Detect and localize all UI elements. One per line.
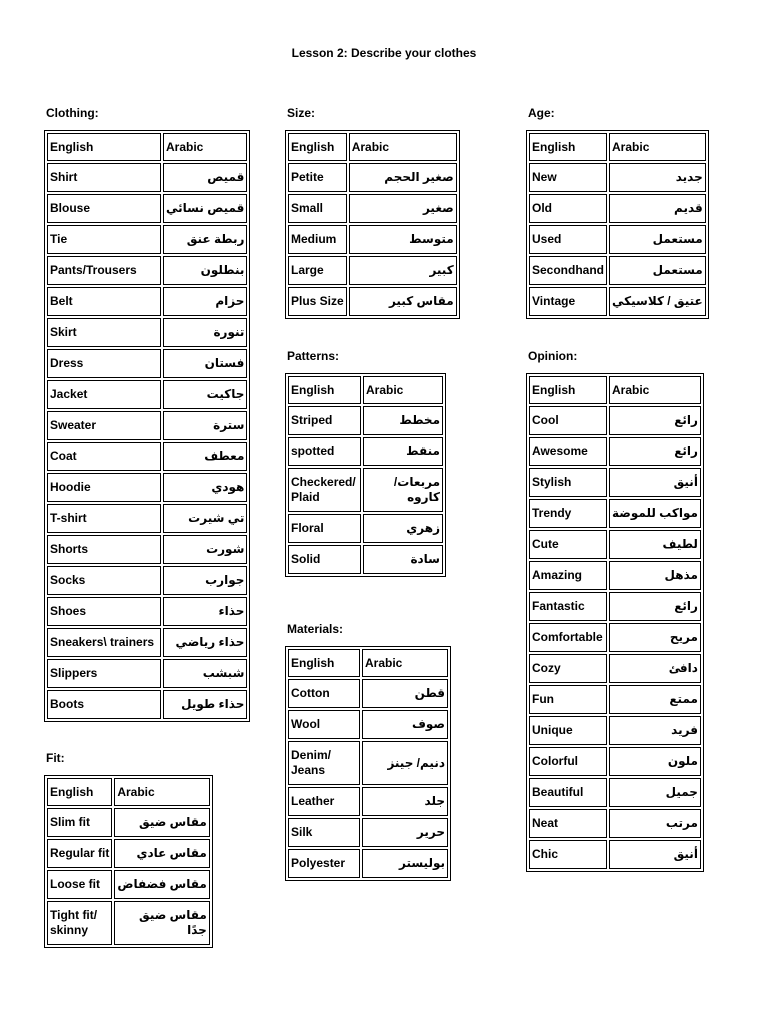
age-table — [526, 130, 709, 319]
english-word: Beautiful — [529, 778, 607, 807]
arabic-word: دنيم/ جينز — [362, 741, 448, 785]
arabic-word: تي شيرت — [163, 504, 247, 533]
arabic-word: جلد — [362, 787, 448, 816]
arabic-word: صوف — [362, 710, 448, 739]
section-heading: Age: — [528, 106, 555, 120]
table-row — [47, 194, 247, 223]
table-row — [529, 685, 701, 714]
table-row — [47, 808, 210, 837]
table-row — [47, 287, 247, 316]
table-row — [47, 163, 247, 192]
table-row — [288, 406, 443, 435]
table-row — [47, 870, 210, 899]
section-heading: Patterns: — [287, 349, 340, 363]
table-row — [529, 256, 706, 285]
fit-section — [46, 751, 213, 948]
english-word: Hoodie — [47, 473, 161, 502]
table-row — [47, 349, 247, 378]
table-row — [529, 840, 701, 869]
section-heading: Materials: — [287, 622, 344, 636]
table-row — [529, 592, 701, 621]
arabic-word: بوليستر — [362, 849, 448, 878]
clothing-table — [44, 130, 250, 722]
english-word: spotted — [288, 437, 361, 466]
table-row — [529, 778, 701, 807]
english-word: Comfortable — [529, 623, 607, 652]
english-word: Large — [288, 256, 347, 285]
arabic-word: مقاس عادي — [114, 839, 209, 868]
header-english: English — [288, 649, 360, 677]
table-row — [288, 710, 448, 739]
english-word: Loose fit — [47, 870, 112, 899]
header-english: English — [529, 133, 607, 161]
table-row — [47, 535, 247, 564]
arabic-word: كبير — [349, 256, 457, 285]
size-section — [287, 106, 460, 319]
english-word: Jacket — [47, 380, 161, 409]
arabic-word: ممتع — [609, 685, 701, 714]
arabic-word: جاكيت — [163, 380, 247, 409]
header-english: English — [529, 376, 607, 404]
table-row — [47, 690, 247, 719]
table-row — [529, 163, 706, 192]
arabic-word: حذاء رياضي — [163, 628, 247, 657]
table-row — [288, 287, 457, 316]
table-row — [288, 787, 448, 816]
table-row — [529, 654, 701, 683]
table-row — [288, 437, 443, 466]
english-word: Solid — [288, 545, 361, 574]
english-word: Cotton — [288, 679, 360, 708]
header-arabic: Arabic — [163, 133, 247, 161]
opinion-section — [528, 349, 704, 872]
table-header-row — [288, 376, 443, 404]
english-word: Polyester — [288, 849, 360, 878]
table-header-row — [47, 133, 247, 161]
arabic-word: عتيق / كلاسيكي — [609, 287, 706, 316]
age-section — [528, 106, 709, 319]
header-arabic: Arabic — [349, 133, 457, 161]
opinion-table — [526, 373, 704, 872]
english-word: Old — [529, 194, 607, 223]
arabic-word: مواكب للموضة — [609, 499, 701, 528]
table-row — [529, 225, 706, 254]
arabic-word: زهري — [363, 514, 443, 543]
arabic-word: حرير — [362, 818, 448, 847]
arabic-word: متوسط — [349, 225, 457, 254]
section-heading: Opinion: — [528, 349, 578, 363]
arabic-word: قطن — [362, 679, 448, 708]
english-word: New — [529, 163, 607, 192]
size-table — [285, 130, 460, 319]
arabic-word: تنورة — [163, 318, 247, 347]
english-word: Shorts — [47, 535, 161, 564]
arabic-word: مقاس فضفاض — [114, 870, 209, 899]
table-row — [529, 623, 701, 652]
arabic-word: مرتب — [609, 809, 701, 838]
arabic-word: لطيف — [609, 530, 701, 559]
arabic-word: أنيق — [609, 468, 701, 497]
arabic-word: أنيق — [609, 840, 701, 869]
arabic-word: سادة — [363, 545, 443, 574]
patterns-section — [287, 349, 446, 577]
english-word: Small — [288, 194, 347, 223]
english-word: Fun — [529, 685, 607, 714]
english-word: Sweater — [47, 411, 161, 440]
table-row — [47, 411, 247, 440]
arabic-word: مذهل — [609, 561, 701, 590]
header-english: English — [47, 778, 112, 806]
english-word: Cool — [529, 406, 607, 435]
table-row — [47, 901, 210, 945]
clothing-section — [46, 106, 250, 722]
english-word: Boots — [47, 690, 161, 719]
table-row — [47, 318, 247, 347]
arabic-word: مستعمل — [609, 225, 706, 254]
english-word: Denim/ Jeans — [288, 741, 360, 785]
english-word: Unique — [529, 716, 607, 745]
table-row — [288, 194, 457, 223]
table-row — [529, 194, 706, 223]
table-row — [529, 287, 706, 316]
english-word: Socks — [47, 566, 161, 595]
english-word: Coat — [47, 442, 161, 471]
table-row — [47, 380, 247, 409]
header-arabic: Arabic — [609, 376, 701, 404]
english-word: Colorful — [529, 747, 607, 776]
section-heading: Clothing: — [46, 106, 99, 120]
materials-section — [287, 622, 451, 881]
table-row — [529, 561, 701, 590]
english-word: Petite — [288, 163, 347, 192]
english-word: Trendy — [529, 499, 607, 528]
english-word: Cute — [529, 530, 607, 559]
arabic-word: مستعمل — [609, 256, 706, 285]
table-header-row — [529, 376, 701, 404]
table-row — [47, 659, 247, 688]
table-row — [47, 473, 247, 502]
arabic-word: جديد — [609, 163, 706, 192]
table-row — [288, 256, 457, 285]
arabic-word: هودي — [163, 473, 247, 502]
page-title: Lesson 2: Describe your clothes — [291, 46, 477, 60]
table-row — [47, 566, 247, 595]
table-row — [47, 225, 247, 254]
arabic-word: صغير — [349, 194, 457, 223]
english-word: Striped — [288, 406, 361, 435]
english-word: T-shirt — [47, 504, 161, 533]
fit-table — [44, 775, 213, 948]
table-row — [529, 716, 701, 745]
table-header-row — [529, 133, 706, 161]
header-arabic: Arabic — [362, 649, 448, 677]
arabic-word: رائع — [609, 592, 701, 621]
header-arabic: Arabic — [609, 133, 706, 161]
english-word: Medium — [288, 225, 347, 254]
header-english: English — [288, 133, 347, 161]
section-heading: Fit: — [46, 751, 65, 765]
header-arabic: Arabic — [114, 778, 209, 806]
arabic-word: قميص — [163, 163, 247, 192]
arabic-word: رائع — [609, 406, 701, 435]
english-word: Shoes — [47, 597, 161, 626]
arabic-word: مقاس ضيق جدًا — [114, 901, 209, 945]
english-word: Tie — [47, 225, 161, 254]
table-row — [47, 628, 247, 657]
table-header-row — [288, 133, 457, 161]
table-row — [47, 504, 247, 533]
arabic-word: مقاس ضيق — [114, 808, 209, 837]
table-row — [288, 679, 448, 708]
table-row — [288, 818, 448, 847]
english-word: Fantastic — [529, 592, 607, 621]
english-word: Neat — [529, 809, 607, 838]
english-word: Blouse — [47, 194, 161, 223]
english-word: Plus Size — [288, 287, 347, 316]
table-row — [529, 747, 701, 776]
table-row — [288, 225, 457, 254]
arabic-word: صغير الحجم — [349, 163, 457, 192]
english-word: Vintage — [529, 287, 607, 316]
table-row — [47, 442, 247, 471]
english-word: Wool — [288, 710, 360, 739]
arabic-word: قديم — [609, 194, 706, 223]
english-word: Amazing — [529, 561, 607, 590]
arabic-word: مريح — [609, 623, 701, 652]
arabic-word: شورت — [163, 535, 247, 564]
english-word: Silk — [288, 818, 360, 847]
arabic-word: سترة — [163, 411, 247, 440]
table-row — [529, 809, 701, 838]
arabic-word: جميل — [609, 778, 701, 807]
arabic-word: رائع — [609, 437, 701, 466]
arabic-word: شبشب — [163, 659, 247, 688]
arabic-word: حذاء طويل — [163, 690, 247, 719]
table-row — [529, 406, 701, 435]
english-word: Used — [529, 225, 607, 254]
english-word: Regular fit — [47, 839, 112, 868]
arabic-word: حزام — [163, 287, 247, 316]
english-word: Tight fit/ skinny — [47, 901, 112, 945]
table-row — [529, 468, 701, 497]
table-row — [288, 741, 448, 785]
header-english: English — [288, 376, 361, 404]
english-word: Secondhand — [529, 256, 607, 285]
arabic-word: دافئ — [609, 654, 701, 683]
table-row — [529, 437, 701, 466]
english-word: Cozy — [529, 654, 607, 683]
table-header-row — [47, 778, 210, 806]
patterns-table — [285, 373, 446, 577]
arabic-word: ملون — [609, 747, 701, 776]
table-row — [288, 163, 457, 192]
arabic-word: ربطة عنق — [163, 225, 247, 254]
table-row — [288, 468, 443, 512]
materials-table — [285, 646, 451, 881]
arabic-word: مقاس كبير — [349, 287, 457, 316]
english-word: Sneakers\ trainers — [47, 628, 161, 657]
english-word: Awesome — [529, 437, 607, 466]
arabic-word: مربعات/كاروه — [363, 468, 443, 512]
arabic-word: فستان — [163, 349, 247, 378]
english-word: Slippers — [47, 659, 161, 688]
arabic-word: بنطلون — [163, 256, 247, 285]
arabic-word: حذاء — [163, 597, 247, 626]
english-word: Dress — [47, 349, 161, 378]
table-row — [47, 256, 247, 285]
arabic-word: قميص نسائي — [163, 194, 247, 223]
english-word: Checkered/ Plaid — [288, 468, 361, 512]
english-word: Slim fit — [47, 808, 112, 837]
english-word: Floral — [288, 514, 361, 543]
table-row — [529, 499, 701, 528]
arabic-word: مخطط — [363, 406, 443, 435]
header-arabic: Arabic — [363, 376, 443, 404]
header-english: English — [47, 133, 161, 161]
arabic-word: فريد — [609, 716, 701, 745]
section-heading: Size: — [287, 106, 316, 120]
table-row — [288, 849, 448, 878]
arabic-word: منقط — [363, 437, 443, 466]
english-word: Shirt — [47, 163, 161, 192]
table-row — [47, 839, 210, 868]
arabic-word: جوارب — [163, 566, 247, 595]
english-word: Stylish — [529, 468, 607, 497]
english-word: Belt — [47, 287, 161, 316]
table-row — [529, 530, 701, 559]
table-row — [47, 597, 247, 626]
english-word: Pants/Trousers — [47, 256, 161, 285]
arabic-word: معطف — [163, 442, 247, 471]
english-word: Chic — [529, 840, 607, 869]
english-word: Skirt — [47, 318, 161, 347]
english-word: Leather — [288, 787, 360, 816]
table-header-row — [288, 649, 448, 677]
table-row — [288, 514, 443, 543]
table-row — [288, 545, 443, 574]
